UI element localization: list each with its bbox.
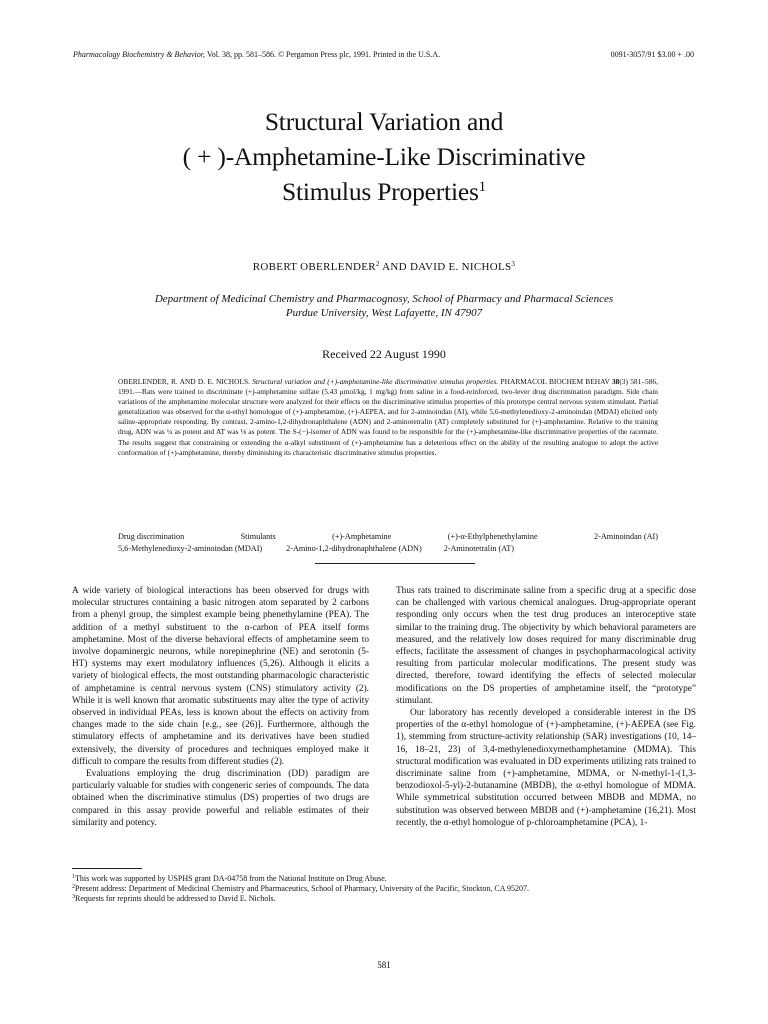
abstract-cite-authors: OBERLENDER, R. AND D. E. NICHOLS.	[118, 377, 250, 386]
body-paragraph: Thus rats trained to discriminate saline from a specific drug at a specific dose can be challenged with various chemical analogues. Drug-appropriate operant responding only occurs when the test drug produces an interoceptive state similar to the training drug. The objectivity by which behavioral parameters are measured, and the relatively low doses required for many discriminable drug effects, facilitate the assessment of changes in psychopharmacological activity resulting from particular molecular modifications. The present study was directed, therefore, toward identifying the effects of selected molecular modifications on the DS properties of amphetamine itself, the “prototype” stimulant.	[396, 586, 696, 706]
keyword: (+)-α-Ethylphenethylamine	[447, 532, 538, 541]
abstract	[118, 377, 658, 458]
abstract-cite-volume: 38	[611, 377, 620, 386]
author-1-footnote-mark: 2	[375, 260, 380, 268]
keyword: 2-Aminotetralin (AT)	[443, 543, 514, 553]
body-paragraph: A wide variety of biological interactions has been observed for drugs with molecular structures containing a basic nitrogen atom separated by 2 carbons from a phenyl group, the simplest example being phenethylamine (PEA). The addition of a methyl substituent to the α-carbon of PEA itself forms amphetamine. Most of the diverse behavioral effects of amphetamine seem to involve dopaminergic neurons, while norepinephrine (NE) and serotonin (5-HT) systems may exert modulatory influences (5,26). Although it elicits a variety of biological effects, the most outstanding pharmacologic characteristic of amphetamine is central nervous system (CNS) stimulatory activity (2). While it is well known that aromatic substituents may alter the type of activity observed in individual PEAs, less is known about the effects on activity from changes made to the side chain [e.g., see (26)]. Furthermore, although the stimulatory effects of amphetamine and its derivatives have been studied extensively, the diversity of procedures and techniques employed make it difficult to compare the results from different studies (2).	[72, 586, 369, 767]
title-line-2: ( + )-Amphetamine-Like Discriminative	[182, 142, 586, 171]
affiliation-line-1: Department of Medicinal Chemistry and Pharmacognosy, School of Pharmacy and Pharmacal Sciences	[154, 293, 614, 305]
author-2: DAVID E. NICHOLS	[409, 261, 512, 273]
received-date: Received 22 August 1990	[322, 347, 446, 361]
keyword: 2-Aminoindan (AI)	[594, 532, 658, 541]
footnote-mark: 1	[72, 874, 75, 880]
body-paragraph: Evaluations employing the drug discrimination (DD) paradigm are particularly valuable for studies with congeneric series of compounds. The data obtained when the discriminative stimulus (DS) properties of two drugs are compared in this assay provide powerful and reliable estimates of their similarity and potency.	[72, 769, 369, 828]
title-footnote-mark: 1	[478, 179, 486, 195]
section-divider	[315, 563, 475, 564]
body-paragraph: Our laboratory has recently developed a considerable interest in the DS properties of the α-ethyl homologue of (+)-amphetamine, (+)-AEPEA (see Fig. 1), stemming from structure-activity relationship (SAR) investigations (10, 14–16, 18–21, 23) of 3,4-methylenedioxymethamphetamine (MDMA). This structural modification was evaluated in DD experiments utilizing rats trained to discriminate saline from (+)-amphetamine, MDMA, or N-methyl-1-(1,3-benzodioxol-5-yl)-2-butanamine (MBDB), the α-ethyl homologue of MDMA. While symmetrical substitution occurred between MBDB and MDMA, no substitution was observed between MBDB and (+)-amphetamine (16,21). Most recently, the α-ethyl homologue of p-chloroamphetamine (PCA), 1-	[396, 708, 696, 828]
keyword: (+)-Amphetamine	[332, 532, 392, 541]
abstract-body: Rats were trained to discriminate (+)-amphetamine sulfate (5.43 μmol/kg, 1 mg/kg) from saline in a food-reinforced, two-lever drug discrimination paradigm. Side chain variations of the amphetamine molecular structure were analyzed for their effects on the discriminative stimulus properties of this prototype central nervous system stimulant. Partial generalization was observed for the α-ethyl homologue of (+)-amphetamine, (+)-AEPEA, and for 2-aminoindan (AI), while 5,6-methylenedioxy-2-aminoindan (MDAI) elicited only saline-appropriate responding. By contrast, 2-amino-1,2-dihydronaphthalene (ADN) and 2-aminotetralin (AT) completely substituted for (+)-amphetamine. Relative to the training drug, ADN was ¼ as potent and AT was ⅛ as potent. The S-(−)-isomer of ADN was found to be responsible for the (+)-amphetamine-like discriminative properties of the racemate. The results suggest that constraining or extending the α-alkyl substituent of (+)-amphetamine has a deleterious effect on the ability of the resulting analogue to adopt the active conformation of (+)-amphetamine, thereby diminishing its characteristic discriminative stimulus properties.	[118, 387, 658, 457]
footnote	[72, 894, 692, 904]
article-title	[0, 104, 768, 209]
keywords-row-1	[118, 531, 658, 543]
title-line-3	[0, 174, 768, 209]
keyword: Drug discrimination	[118, 532, 185, 541]
footnote-mark: 2	[72, 884, 75, 891]
abstract-cite-title: Structural variation and (+)-amphetamine-like discriminative stimulus properties.	[252, 377, 499, 386]
affiliation	[60, 292, 708, 320]
footnote-text: Present address: Department of Medicinal Chemistry and Pharmaceutics, School of Pharmacy, University of the Pacific, Stockton, CA 95207.	[75, 884, 530, 894]
author-conjunction: AND	[379, 261, 410, 273]
author-line	[0, 261, 768, 273]
footnote-text: Requests for reprints should be addressed to David E. Nichols.	[75, 894, 276, 904]
footnote-text: This work was supported by USPHS grant DA-04758 from the National Institute on Drug Abuse.	[75, 874, 387, 883]
title-line-3-text: Stimulus Properties	[282, 177, 479, 206]
keyword: Stimulants	[240, 532, 276, 541]
abstract-cite-pages: (3) 581–586, 1991.—	[118, 377, 658, 397]
author-1: ROBERT OBERLENDER	[252, 261, 376, 273]
affiliation-line-2: Purdue University, West Lafayette, IN 47907	[285, 307, 483, 319]
running-header-right: 0091-3057/91 $3.00 + .00	[610, 50, 694, 59]
abstract-cite-journal: PHARMACOL BIOCHEM BEHAV	[500, 377, 610, 386]
journal-citation: Vol. 38, pp. 581–586. © Pergamon Press plc, 1991. Printed in the U.S.A.	[206, 50, 441, 59]
author-2-footnote-mark: 3	[511, 260, 516, 268]
body-column-left	[72, 585, 369, 829]
footnote	[72, 884, 692, 894]
keyword: 2-Amino-1,2-dihydronaphthalene (ADN)	[286, 543, 422, 553]
running-header-left	[73, 50, 440, 59]
keywords	[118, 531, 658, 554]
footnote	[72, 874, 692, 884]
title-line-1: Structural Variation and	[264, 107, 504, 136]
footnote-mark: 3	[72, 894, 75, 901]
journal-name: Pharmacology Biochemistry & Behavior,	[73, 50, 205, 59]
keywords-row-2	[118, 543, 658, 555]
page-number: 581	[377, 960, 391, 970]
keyword: 5,6-Methylenedioxy-2-aminoindan (MDAI)	[118, 543, 263, 553]
body-column-right	[396, 585, 696, 829]
footnotes	[72, 874, 692, 905]
footnote-divider	[72, 868, 142, 869]
